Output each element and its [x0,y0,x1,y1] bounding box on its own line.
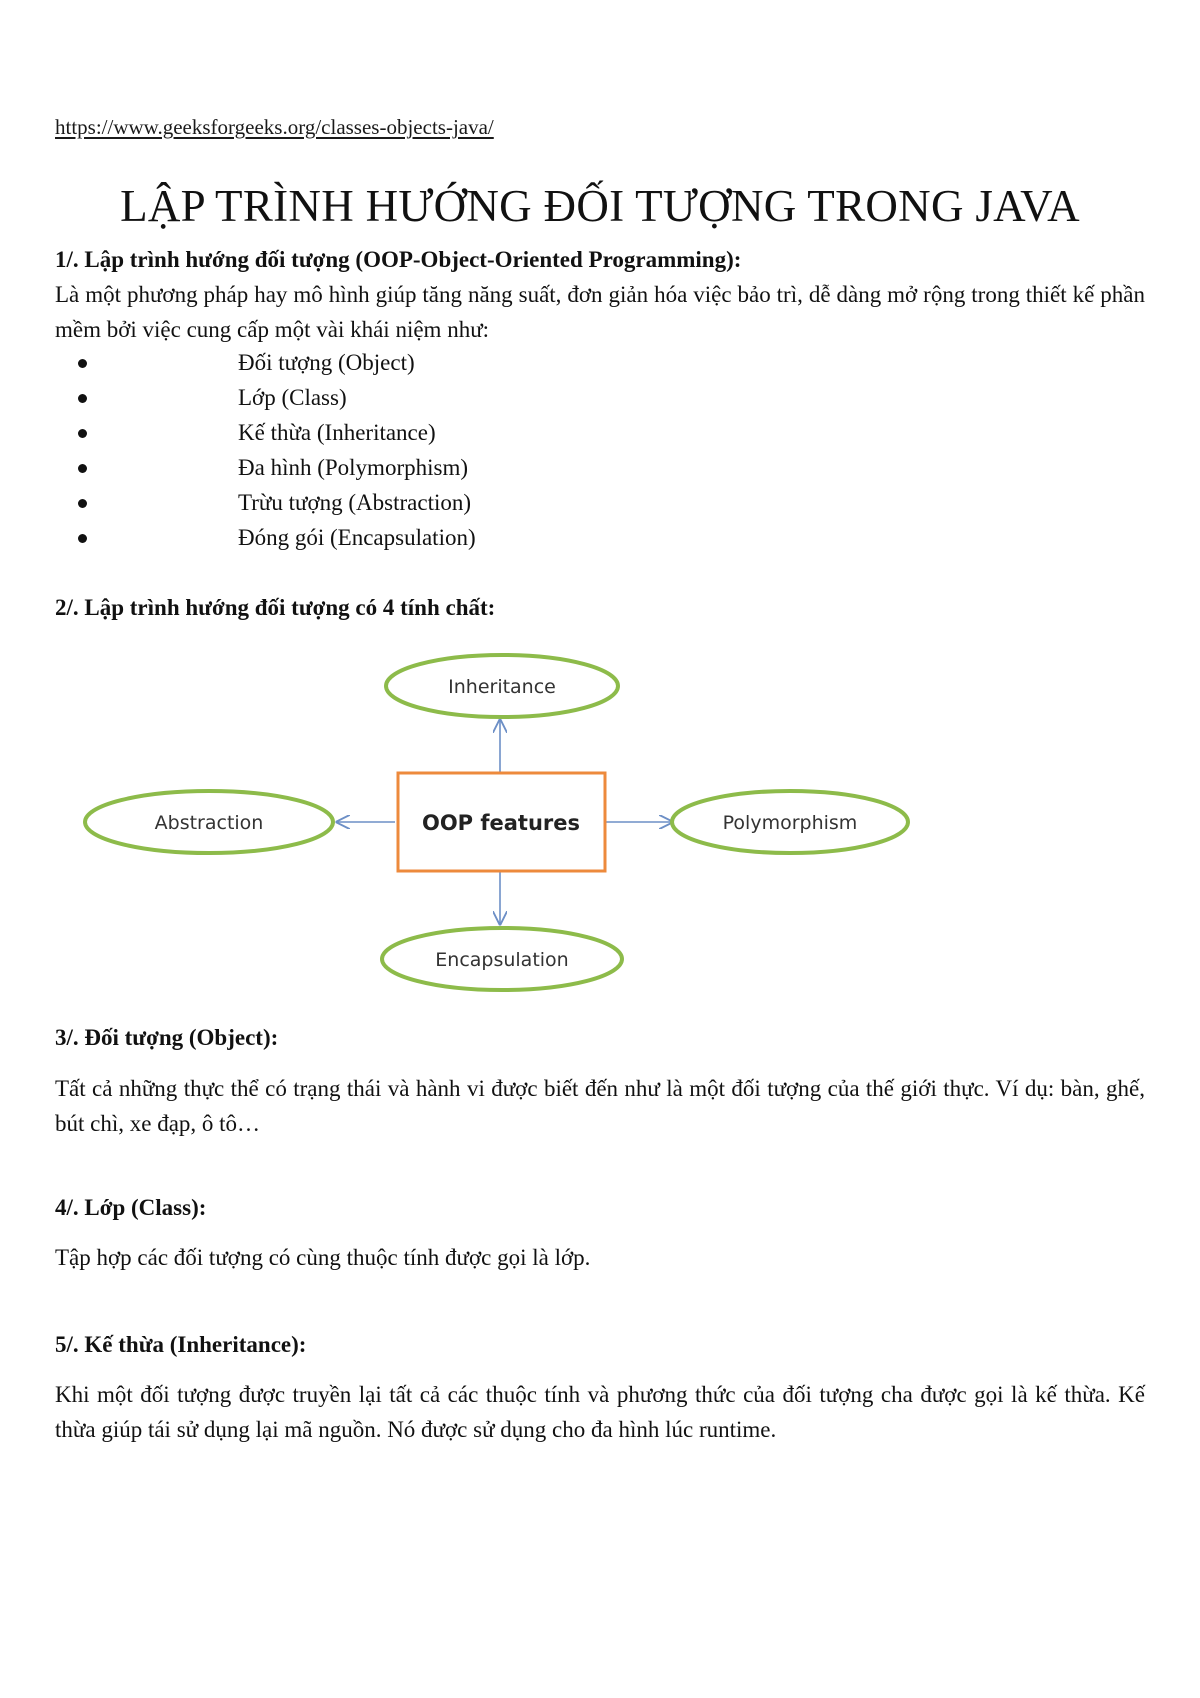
list-item-text: Kế thừa (Inheritance) [238,420,436,445]
section-4-heading: 4/. Lớp (Class): [55,1195,207,1220]
section-2-heading: 2/. Lập trình hướng đối tượng có 4 tính chất: [55,595,496,620]
section-5-body: Khi một đối tượng được truyền lại tất cả các thuộc tính và phương thức của đối tượng cha được gọi là kế thừa. Kế thừa giúp tái sử dụng lại mã nguồn. Nó được sử dụng cho đa hình lúc runtime. [55,1382,1145,1442]
list-item-text: Lớp (Class) [238,385,347,410]
bullet-icon [78,429,87,438]
abstraction-label: Abstraction [154,812,264,834]
list-item [55,520,755,555]
oop-features-node [398,773,605,871]
section-1-heading: 1/. Lập trình hướng đối tượng (OOP-Object-Oriented Programming): [55,247,742,272]
list-item-text: Đa hình (Polymorphism) [238,455,468,480]
polymorphism-label: Polymorphism [722,812,858,834]
abstraction-node [85,791,333,853]
section-4-body: Tập hợp các đối tượng có cùng thuộc tính được gọi là lớp. [55,1245,591,1270]
list-item [55,450,755,485]
source-link[interactable]: https://www.geeksforgeeks.org/classes-objects-java/ [55,115,494,139]
bullet-icon [78,534,87,543]
oop-features-diagram [0,640,1200,1010]
section-1-body: Là một phương pháp hay mô hình giúp tăng năng suất, đơn giản hóa việc bảo trì, dễ dàng mở rộng trong thiết kế phần mềm bởi việc cung cấp một vài khái niệm như: [55,282,1145,342]
section-3-heading: 3/. Đối tượng (Object): [55,1025,279,1050]
list-item-text: Đối tượng (Object) [238,350,415,375]
polymorphism-node [672,791,908,853]
page-title: LẬP TRÌNH HƯỚNG ĐỐI TƯỢNG TRONG JAVA [120,181,1080,231]
list-item-text: Đóng gói (Encapsulation) [238,525,476,550]
bullet-icon [78,499,87,508]
oop-features-label: OOP features [421,811,581,835]
bullet-icon [78,359,87,368]
list-item [55,345,755,380]
list-item [55,380,755,415]
concept-list [55,345,755,555]
encapsulation-label: Encapsulation [435,949,569,971]
bullet-icon [78,394,87,403]
list-item-text: Trừu tượng (Abstraction) [238,490,472,515]
inheritance-node [386,655,618,717]
section-5-heading: 5/. Kế thừa (Inheritance): [55,1332,307,1357]
list-item [55,485,755,520]
list-item [55,415,755,450]
section-3-body: Tất cả những thực thể có trạng thái và hành vi được biết đến như là một đối tượng của thế giới thực. Ví dụ: bàn, ghế, bút chì, xe đạp, ô tô… [55,1076,1145,1136]
inheritance-label: Inheritance [448,676,556,698]
encapsulation-node [382,928,622,990]
bullet-icon [78,464,87,473]
